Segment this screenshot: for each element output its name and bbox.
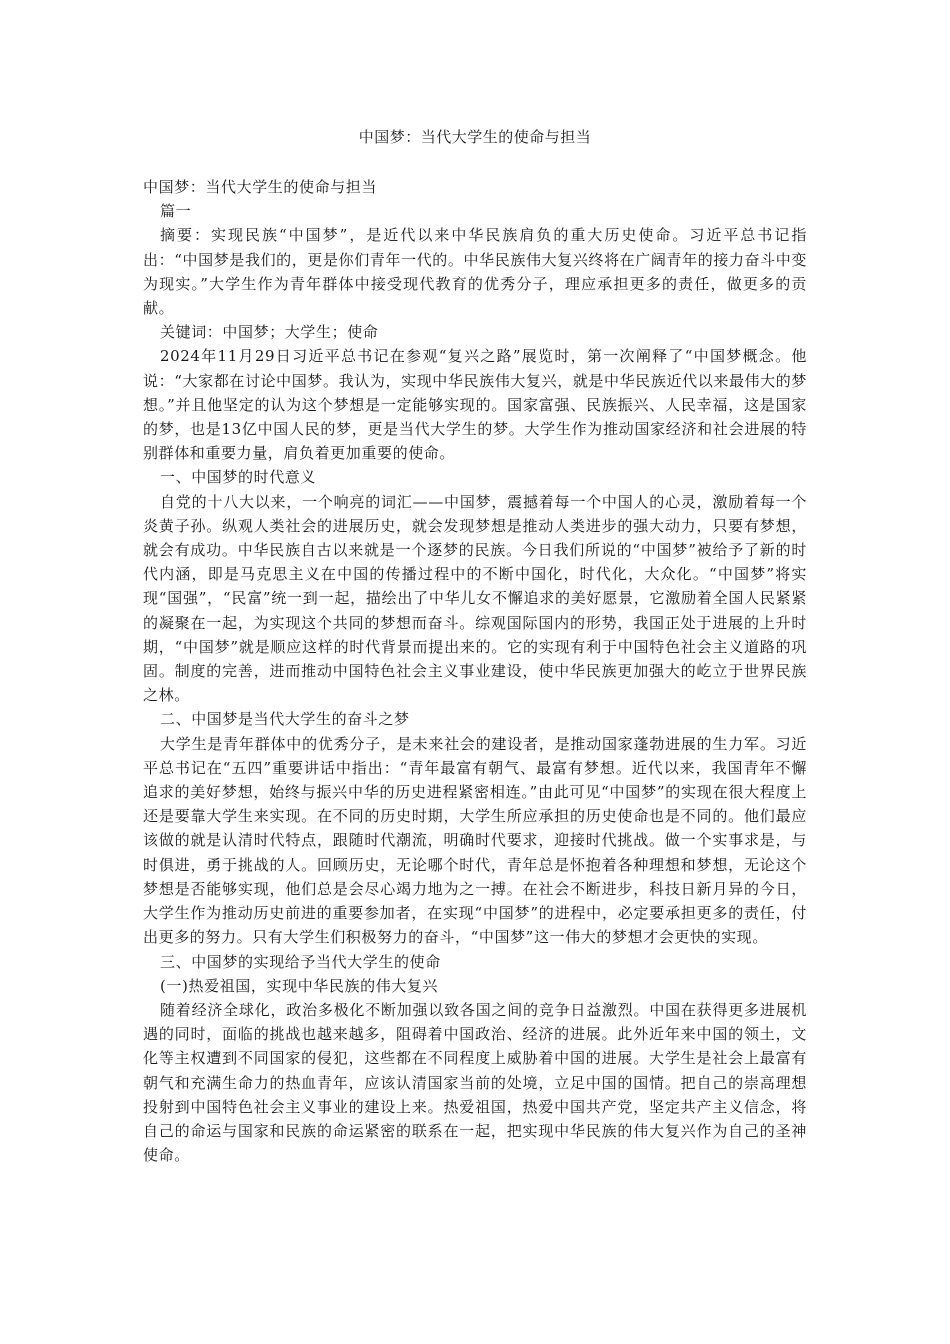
- document-body: [143, 175, 807, 1167]
- section-heading-3: 三、中国梦的实现给予当代大学生的使命: [160, 952, 441, 971]
- subsection-3-1-paragraph: 随着经济全球化，政治多极化不断加强以致各国之间的竞争日益激烈。中国在获得更多进展机遇的同时，面临的挑战也越来越多，阻碍着中国政治、经济的进展。此外近年来中国的领土，文化等主权遭到不同国家的侵犯，这些都在不同程度上威胁着中国的进展。大学生是社会上最富有朝气和充满生命力的热血青年，应该认清国家当前的处境，立足中国的国情。把自己的崇高理想投射到中国特色社会主义事业的建设上来。热爱祖国，热爱中国共产党，坚定共产主义信念，将自己的命运与国家和民族的命运紧密的联系在一起，把实现中华民族的伟大复兴作为自己的圣神使命。: [143, 1000, 807, 1165]
- section-label-part-one: 篇一: [160, 202, 192, 221]
- section-2-paragraph: 大学生是青年群体中的优秀分子，是未来社会的建设者，是推动国家蓬勃进展的生力军。习近平总书记在“五四”重要讲话中指出：“青年最富有朝气、最富有梦想。近代以来，我国青年不懈追求的美好梦想，始终与振兴中华的历史进程紧密相连。”由此可见“中国梦”的实现在很大程度上还是要靠大学生来实现。在不同的历史时期，大学生所应承担的历史使命也是不同的。他们最应该做的就是认清时代特点，跟随时代潮流，明确时代要求，迎接时代挑战。做一个实事求是，与时俱进，勇于挑战的人。回顾历史，无论哪个时代，青年总是怀抱着各种理想和梦想，无论这个梦想是否能够实现，他们总是会尽心竭力地为之一搏。在社会不断进步，科技日新月异的今日，大学生作为推动历史前进的重要参加者，在实现“中国梦”的进程中，必定要承担更多的责任，付出更多的努力。只有大学生们积极努力的奋斗，“中国梦”这一伟大的梦想才会更快的实现。: [143, 734, 807, 947]
- document-title: 中国梦：当代大学生的使命与担当: [143, 178, 378, 196]
- subsection-heading-3-1: (一)热爱祖国，实现中华民族的伟大复兴: [160, 976, 439, 995]
- keywords-line: 关键词：中国梦；大学生；使命: [160, 323, 379, 342]
- page-header-title: 中国梦：当代大学生的使命与担当: [358, 128, 592, 146]
- section-heading-1: 一、中国梦的时代意义: [160, 468, 317, 487]
- section-heading-2: 二、中国梦是当代大学生的奋斗之梦: [160, 710, 410, 729]
- section-1-paragraph: 自党的十八大以来，一个响亮的词汇——中国梦，震撼着每一个中国人的心灵，激励着每一个炎黄子孙。纵观人类社会的进展历史，就会发现梦想是推动人类进步的强大动力，只要有梦想，就会有成功。中华民族自古以来就是一个逐梦的民族。今日我们所说的“中国梦”被给予了新的时代内涵，即是马克思主义在中国的传播过程中的不断中国化，时代化，大众化。“中国梦”将实现“国强”，“民富”统一到一起，描绘出了中华儿女不懈追求的美好愿景，它激励着全国人民紧紧的凝聚在一起，为实现这个共同的梦想而奋斗。综观国际国内的形势，我国正处于进展的上升时期，“中国梦”就是顺应这样的时代背景而提出来的。它的实现有利于中国特色社会主义道路的巩固。制度的完善，进而推动中国特色社会主义事业建设，使中华民族更加强大的屹立于世界民族之林。: [143, 492, 807, 705]
- intro-paragraph: 2024年11月29日习近平总书记在参观“复兴之路”展览时，第一次阐释了“中国梦概念。他说：“大家都在讨论中国梦。我认为，实现中华民族伟大复兴，就是中华民族近代以来最伟大的梦想。”并且他坚定的认为这个梦想是一定能够实现的。国家富强、民族振兴、人民幸福，这是国家的梦，也是13亿中国人民的梦，更是当代大学生的梦。大学生作为推动国家经济和社会进展的特别群体和重要力量，肩负着更加重要的使命。: [143, 347, 807, 463]
- abstract-paragraph: 摘要：实现民族“中国梦”，是近代以来中华民族肩负的重大历史使命。习近平总书记指出：“中国梦是我们的，更是你们青年一代的。中华民族伟大复兴终将在广阔青年的接力奋斗中变为现实。”大学生作为青年群体中接受现代教育的优秀分子，理应承担更多的责任，做更多的贡献。: [143, 226, 807, 318]
